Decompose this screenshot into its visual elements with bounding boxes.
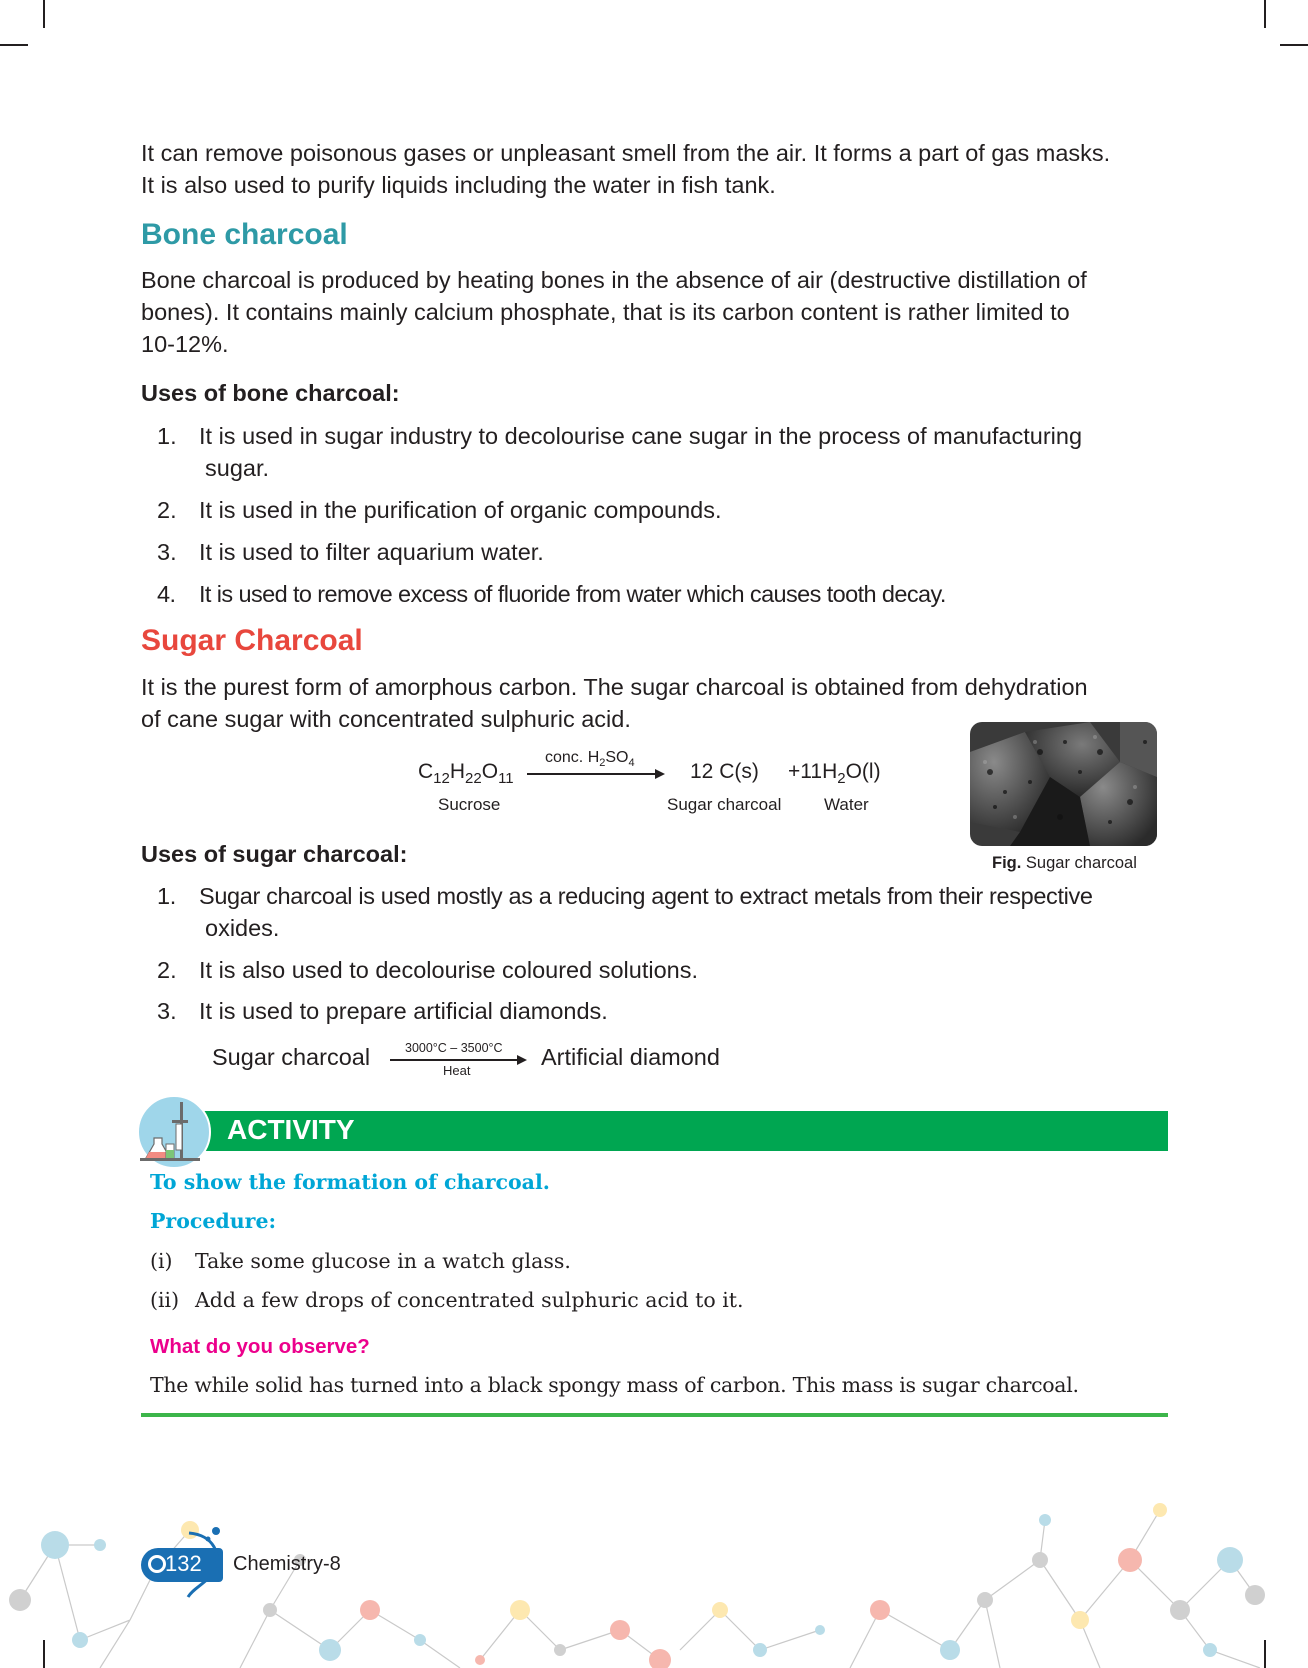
diamond-eq-left: Sugar charcoal [212, 1044, 371, 1070]
list-text: It is used in sugar industry to decolourise cane sugar in the process of manufacturing [199, 423, 1083, 449]
step-number: (ii) [150, 1288, 180, 1312]
observation-text: The while solid has turned into a black spongy mass of carbon. This mass is sugar charcoal. [150, 1373, 1079, 1397]
step-number: (i) [150, 1249, 173, 1273]
activity-title: ACTIVITY [227, 1114, 355, 1145]
list-text: It is also used to decolourise coloured solutions. [199, 957, 699, 983]
sugar-charcoal-photo-graphic [970, 722, 1157, 846]
list-number: 2. [157, 957, 177, 983]
intro-line: It is also used to purify liquids including the water in fish tank. [141, 172, 776, 198]
list-text-cont: sugar. [205, 455, 270, 481]
flask-icon [136, 1094, 212, 1170]
list-text-cont: oxides. [205, 915, 280, 941]
list-number: 3. [157, 539, 177, 565]
sugar-para-line: of cane sugar with concentrated sulphuric acid. [141, 706, 631, 732]
list-text: It is used to prepare artificial diamonds. [199, 998, 608, 1024]
list-text: Sugar charcoal is used mostly as a reducing agent to extract metals from their respective [199, 883, 1093, 909]
bone-uses-heading: Uses of bone charcoal: [141, 380, 400, 406]
equation-catalyst: conc. $H_2SO_4$ [545, 749, 635, 770]
list-number: 3. [157, 998, 177, 1024]
list-number: 4. [157, 581, 176, 607]
crop-mark [0, 44, 28, 46]
list-item [157, 880, 1168, 944]
list-text: It is used to filter aquarium water. [199, 539, 544, 565]
crop-mark [1280, 44, 1308, 46]
bone-para-line: Bone charcoal is produced by heating bones in the absence of air (destructive distillation of [141, 267, 1087, 293]
step-text: Take some glucose in a watch glass. [195, 1249, 571, 1273]
sugar-para-line: It is the purest form of amorphous carbon. The sugar charcoal is obtained from dehydration [141, 674, 1088, 700]
bone-para-line: 10-12%. [141, 331, 229, 357]
activity-icon [136, 1094, 212, 1170]
reaction-arrow [527, 773, 655, 775]
sugar-charcoal-heading: Sugar Charcoal [141, 624, 363, 657]
equation-reactant: $C_{12}H_{22}O_{11}$ [418, 760, 514, 788]
diamond-eq-condition: 3000°C – 3500°C [405, 1041, 503, 1055]
list-item [157, 954, 1168, 986]
page-number-icon [148, 1555, 166, 1573]
list-text: It is used to remove excess of fluoride from water which causes tooth decay. [199, 581, 946, 607]
equation-label: Sugar charcoal [667, 795, 782, 814]
equation-product: 12 C(s) [690, 760, 759, 783]
crop-mark [43, 0, 45, 28]
observe-heading: What do you observe? [150, 1335, 370, 1358]
equation-product: $+11H_2O(l)$ [788, 760, 881, 788]
activity-divider [141, 1413, 1168, 1417]
procedure-step [150, 1288, 744, 1312]
equation-label: Sucrose [438, 795, 501, 814]
list-number: 1. [157, 883, 176, 909]
book-title: Chemistry-8 [233, 1553, 341, 1575]
list-item [157, 578, 1168, 610]
page-number: 132 [165, 1551, 202, 1576]
list-item [157, 420, 1168, 484]
step-text: Add a few drops of concentrated sulphuric acid to it. [195, 1288, 744, 1312]
diamond-arrow [390, 1059, 517, 1061]
procedure-step [150, 1249, 571, 1273]
sugar-charcoal-image [970, 722, 1157, 846]
figure-caption: Fig. Sugar charcoal [992, 854, 1137, 872]
list-item [157, 995, 1168, 1027]
activity-aim: To show the formation of charcoal. [150, 1170, 550, 1194]
bone-charcoal-heading: Bone charcoal [141, 218, 348, 251]
diamond-eq-right: Artificial diamond [541, 1044, 720, 1070]
sugar-uses-heading: Uses of sugar charcoal: [141, 841, 408, 867]
reaction-arrow-head [655, 769, 665, 779]
procedure-heading: Procedure: [150, 1209, 277, 1233]
equation-label: Water [824, 795, 869, 814]
diamond-eq-heat: Heat [443, 1063, 471, 1078]
list-item [157, 494, 1168, 526]
crop-mark [1264, 0, 1266, 28]
list-text: It is used in the purification of organic compounds. [199, 497, 722, 523]
list-number: 1. [157, 423, 177, 449]
bone-para-line: bones). It contains mainly calcium phosphate, that is its carbon content is rather limited to [141, 299, 1070, 325]
list-item [157, 536, 1168, 568]
diamond-arrow-head [517, 1055, 527, 1065]
list-number: 2. [157, 497, 177, 523]
intro-line: It can remove poisonous gases or unpleasant smell from the air. It forms a part of gas masks. [141, 140, 1111, 166]
